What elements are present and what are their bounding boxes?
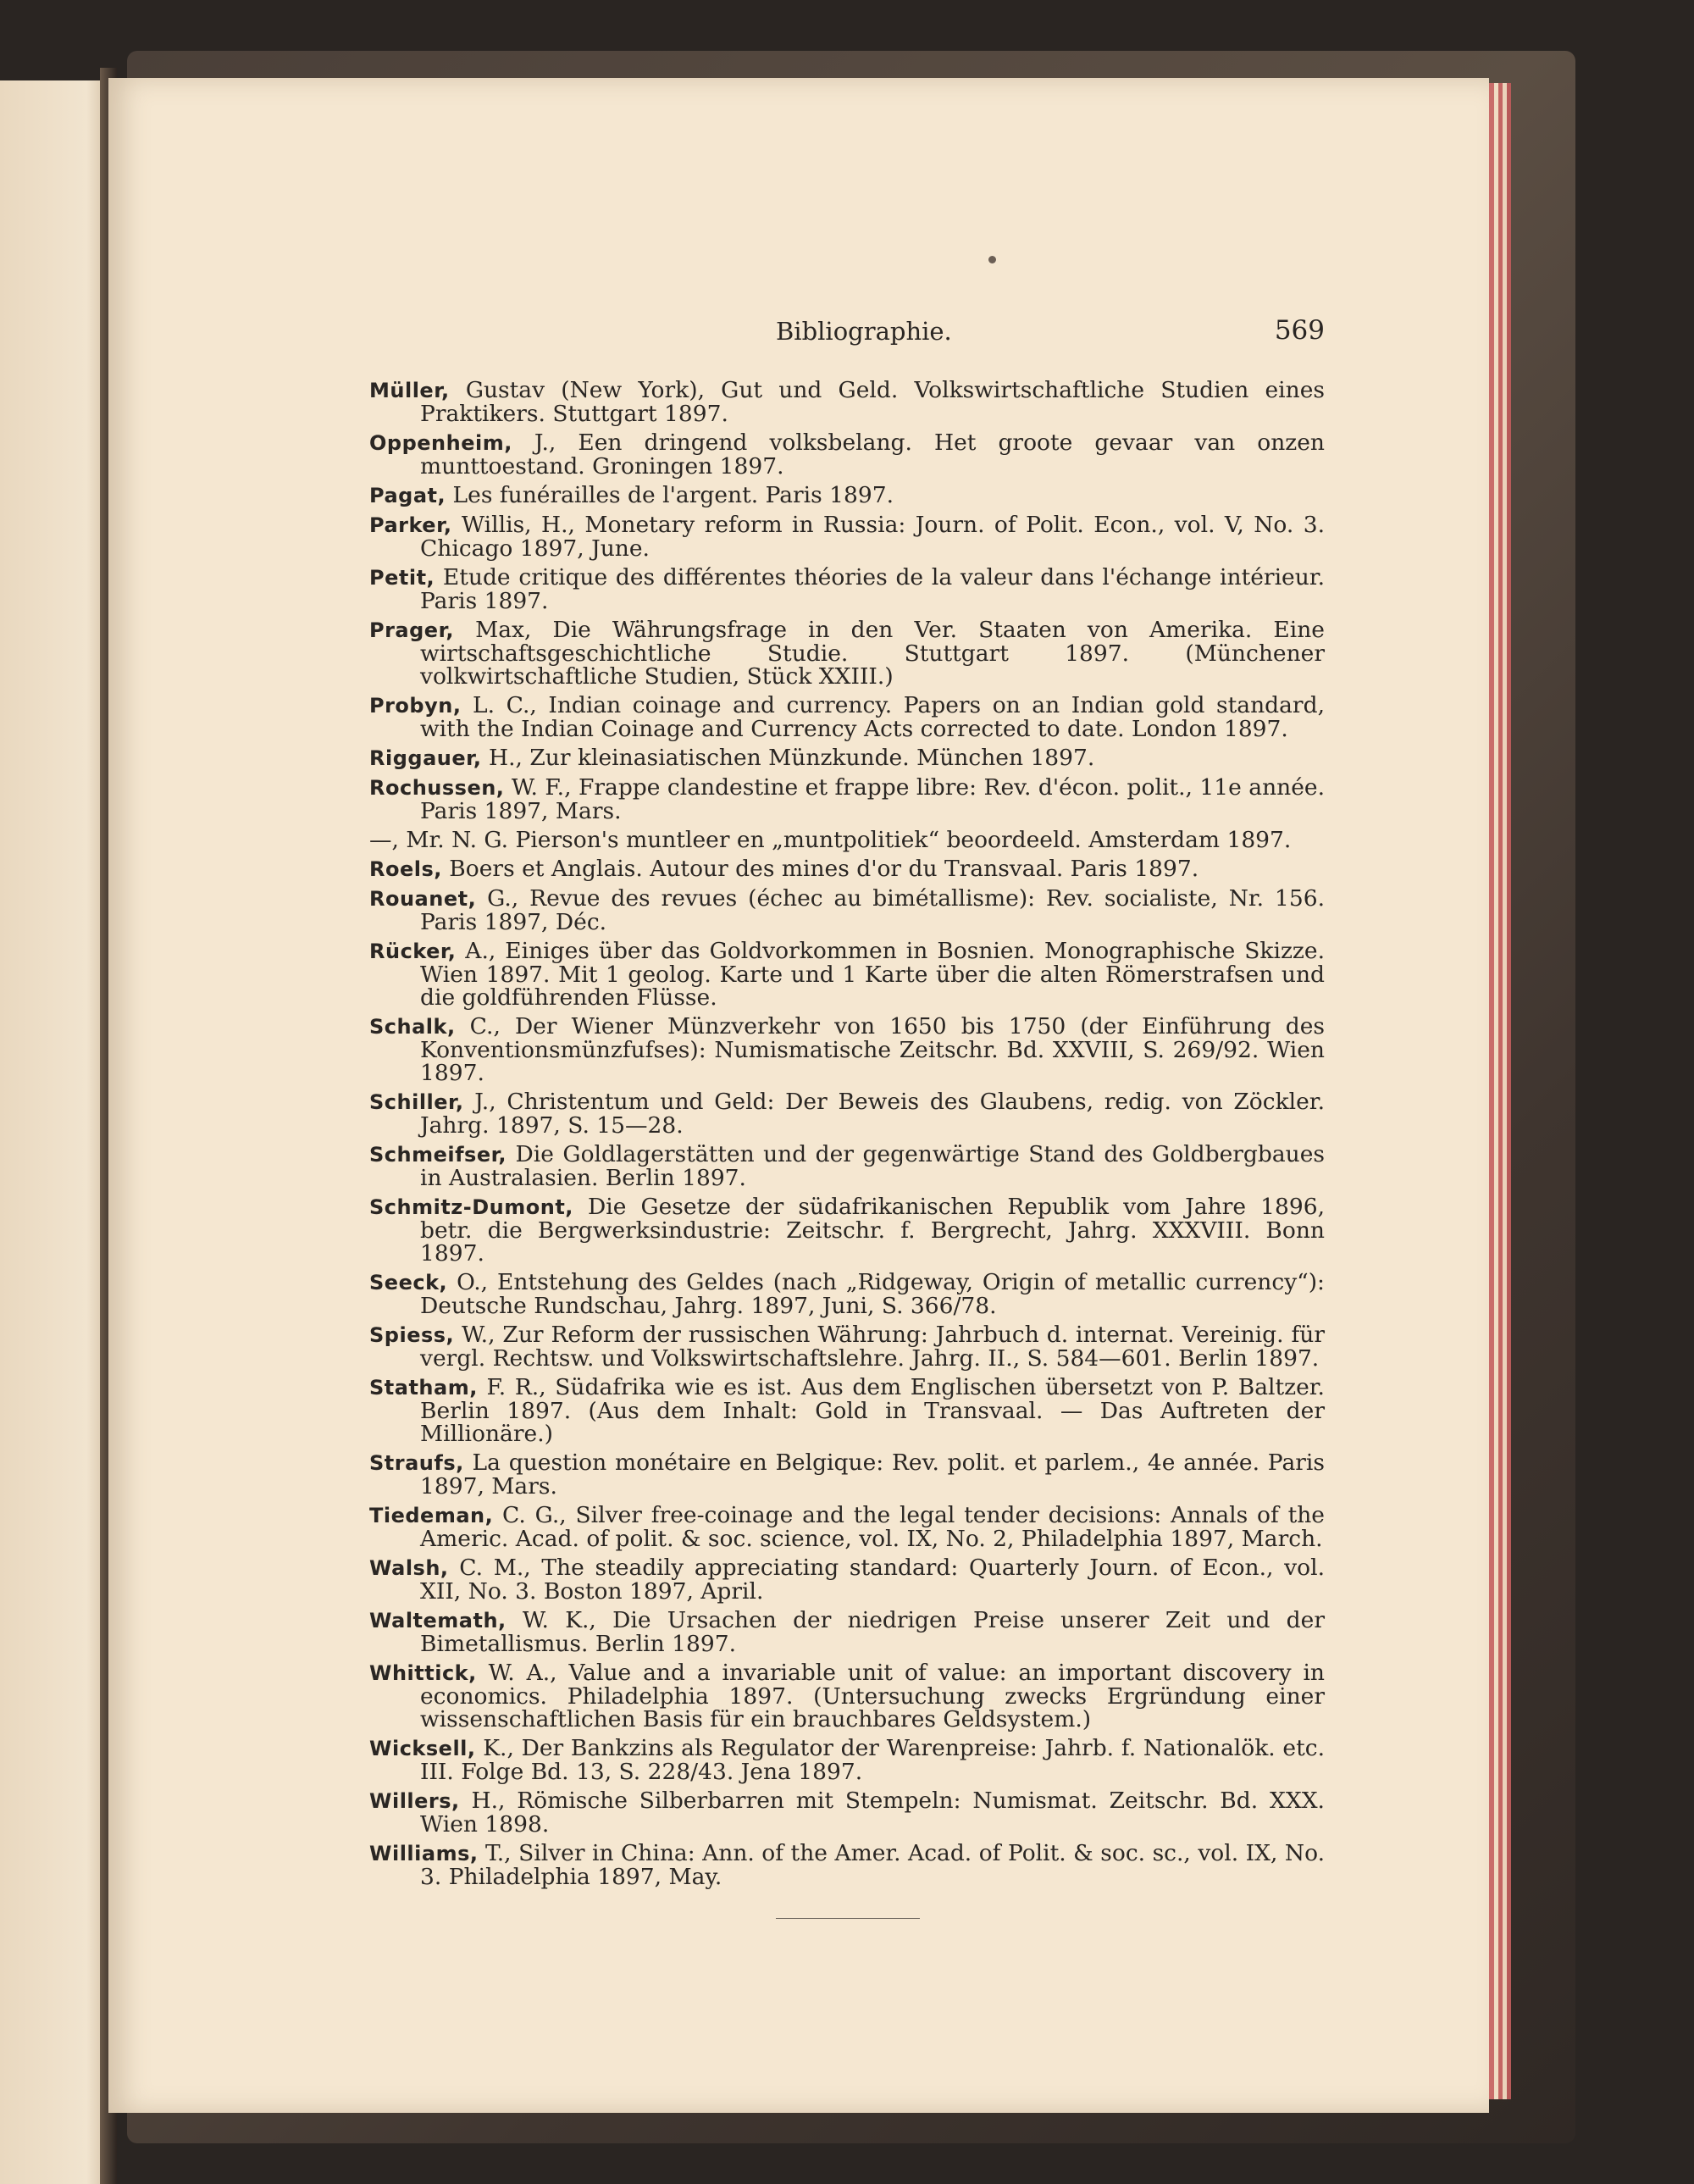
entry-author: Pagat, (369, 484, 446, 507)
entry-text: Gustav (New York), Gut und Geld. Volkswirtschaftliche Studien eines Praktikers. Stuttgart 1897. (420, 377, 1325, 427)
entry-text: T., Silver in China: Ann. of the Amer. Acad. of Polit. & soc. sc., vol. IX, No. 3. Philadelphia 1897, May. (420, 1840, 1325, 1890)
bibliography-entry (369, 1143, 1325, 1189)
entry-author: Müller, (369, 379, 450, 402)
bibliography-entry (369, 379, 1325, 425)
left-page-edge (0, 80, 108, 2184)
running-head (369, 317, 1325, 351)
entry-author: Schmitz-Dumont, (369, 1195, 573, 1219)
bibliography-entry (369, 566, 1325, 613)
page-number: 569 (1274, 315, 1325, 346)
entry-text: O., Entstehung des Geldes (nach „Ridgeway, Origin of metallic currency“): Deutsche Rundschau, Jahrg. 1897, Juni, S. 366/78. (420, 1269, 1325, 1319)
entry-text: La question monétaire en Belgique: Rev. polit. et parlem., 4e année. Paris 1897, Mars. (420, 1450, 1325, 1499)
bibliography-entry (369, 1195, 1325, 1265)
bibliography-entry (369, 1504, 1325, 1550)
entry-author: Riggauer, (369, 746, 482, 770)
page-speck (988, 256, 996, 263)
entry-author: Prager, (369, 618, 455, 642)
entry-text: C. G., Silver free-coinage and the legal tender decisions: Annals of the Americ. Acad. of polit. & soc. science, vol. IX, No. 2, Philadelphia 1897, March. (420, 1502, 1325, 1552)
entry-author: Walsh, (369, 1556, 449, 1580)
bibliography-entry (369, 887, 1325, 934)
entry-text: —, Mr. N. G. Pierson's muntleer en „muntpolitiek“ beoordeeld. Amsterdam 1897. (369, 827, 1292, 853)
entry-text: G., Revue des revues (échec au bimétallisme): Rev. socialiste, Nr. 156. Paris 1897, Déc. (420, 885, 1325, 935)
end-rule (776, 1918, 920, 1919)
entry-text: W. A., Value and a invariable unit of value: an important discovery in economics. Philadelphia 1897. (Untersuchung zwecks Ergründung einer wissenschaftlichen Basis für ein brauchbares Geldsystem.) (420, 1660, 1325, 1732)
entry-author: Oppenheim, (369, 431, 512, 455)
entry-text: Die Goldlagerstätten und der gegenwärtige Stand des Goldbergbaues in Australasien. Berlin 1897. (420, 1141, 1325, 1191)
entry-text: Etude critique des différentes théories de la valeur dans l'échange intérieur. Paris 1897. (420, 564, 1325, 614)
entry-author: Williams, (369, 1842, 479, 1865)
entry-text: Boers et Anglais. Autour des mines d'or du Transvaal. Paris 1897. (441, 856, 1199, 882)
bibliography-entry (369, 746, 1325, 770)
bibliography-entry (369, 484, 1325, 507)
bibliography-entry (369, 1737, 1325, 1783)
entry-author: Petit, (369, 566, 435, 590)
bibliography-entry (369, 618, 1325, 688)
entry-author: Statham, (369, 1376, 478, 1400)
entry-author: Seeck, (369, 1271, 448, 1294)
bibliography-entry (369, 1661, 1325, 1731)
entry-text: J., Christentum und Geld: Der Beweis des Glaubens, redig. von Zöckler. Jahrg. 1897, S. 15—28. (420, 1089, 1325, 1139)
entry-text: H., Römische Silberbarren mit Stempeln: Numismat. Zeitschr. Bd. XXX. Wien 1898. (420, 1788, 1325, 1838)
entry-text: Willis, H., Monetary reform in Russia: Journ. of Polit. Econ., vol. V, No. 3. Chicago 1897, June. (420, 512, 1325, 562)
bibliography-entry (369, 513, 1325, 560)
entry-text: W. F., Frappe clandestine et frappe libre: Rev. d'écon. polit., 11e année. Paris 1897, Mars. (420, 774, 1325, 824)
bibliography-entry (369, 1090, 1325, 1137)
entry-text: Die Gesetze der südafrikanischen Republik vom Jahre 1896, betr. die Bergwerksindustrie: Zeitschr. f. Bergrecht, Jahrg. XXXVIII. Bonn 1897. (420, 1194, 1325, 1267)
entry-author: Schiller, (369, 1090, 464, 1114)
entry-text: W. K., Die Ursachen der niedrigen Preise unserer Zeit und der Bimetallismus. Berlin 1897. (420, 1607, 1325, 1657)
bibliography-entry (369, 1789, 1325, 1836)
bibliography-entry (369, 1609, 1325, 1655)
bibliography-entry (369, 1556, 1325, 1603)
page-edge-red (1507, 83, 1511, 2099)
entry-author: Whittick, (369, 1661, 477, 1685)
entry-text: J., Een dringend volksbelang. Het groote gevaar van onzen munttoestand. Groningen 1897. (420, 430, 1325, 479)
entry-author: Schmeifser, (369, 1143, 507, 1167)
entry-author: Schalk, (369, 1015, 456, 1039)
entry-author: Spiess, (369, 1323, 455, 1347)
entry-text: A., Einiges über das Goldvorkommen in Bosnien. Monographische Skizze. Wien 1897. Mit 1 geolog. Karte und 1 Karte über die alten Römerstrafsen und die goldführenden Flüsse. (420, 938, 1325, 1011)
entry-author: Roels, (369, 857, 442, 881)
bibliography-entry (369, 776, 1325, 823)
entry-text: C., Der Wiener Münzverkehr von 1650 bis 1750 (der Einführung des Konventionsmünzfufses): Numismatische Zeitschr. Bd. XXVIII, S. 269/92. Wien 1897. (420, 1013, 1325, 1086)
entry-text: K., Der Bankzins als Regulator der Warenpreise: Jahrb. f. Nationalök. etc. III. Folge Bd. 13, S. 228/43. Jena 1897. (420, 1735, 1325, 1785)
bibliography-entry (369, 1376, 1325, 1445)
entry-text: W., Zur Reform der russischen Währung: Jahrbuch d. internat. Vereinig. für vergl. Rechtsw. und Volkswirtschaftslehre. Jahrg. II., S. 584—601. Berlin 1897. (420, 1322, 1325, 1372)
running-head-title: Bibliographie. (776, 317, 952, 346)
bibliography-entry (369, 829, 1325, 851)
bibliography-entry (369, 857, 1325, 881)
entry-author: Rouanet, (369, 887, 477, 911)
entry-text: Max, Die Währungsfrage in den Ver. Staaten von Amerika. Eine wirtschaftsgeschichtliche Studie. Stuttgart 1897. (Münchener volkwirtschaftliche Studien, Stück XXIII.) (420, 617, 1325, 690)
entry-author: Parker, (369, 513, 452, 537)
entry-text: F. R., Südafrika wie es ist. Aus dem Englischen übersetzt von P. Baltzer. Berlin 1897. (Aus dem Inhalt: Gold in Transvaal. — Das Auftreten der Millionäre.) (420, 1374, 1325, 1447)
entry-author: Probyn, (369, 694, 462, 718)
entry-author: Waltemath, (369, 1609, 507, 1632)
entry-text: H., Zur kleinasiatischen Münzkunde. München 1897. (481, 745, 1095, 771)
bibliography-entry (369, 1451, 1325, 1498)
entry-author: Willers, (369, 1789, 460, 1813)
entry-author: Rücker, (369, 940, 457, 963)
bibliography-entry (369, 1842, 1325, 1888)
entry-author: Straufs, (369, 1451, 464, 1475)
entry-author: Wicksell, (369, 1737, 476, 1760)
entry-author: Tiedeman, (369, 1504, 494, 1527)
book-page (108, 78, 1489, 2113)
bibliography-entry (369, 431, 1325, 478)
bibliography-entry (369, 940, 1325, 1009)
bibliography-entry (369, 1271, 1325, 1317)
bibliography-entry (369, 1015, 1325, 1084)
bibliography-entry (369, 694, 1325, 740)
bibliography-list (369, 379, 1325, 1894)
entry-text: L. C., Indian coinage and currency. Papers on an Indian gold standard, with the Indian Coinage and Currency Acts corrected to date. London 1897. (420, 692, 1325, 742)
entry-text: Les funérailles de l'argent. Paris 1897. (446, 482, 894, 508)
bibliography-entry (369, 1323, 1325, 1370)
entry-author: Rochussen, (369, 776, 505, 800)
entry-text: C. M., The steadily appreciating standard: Quarterly Journ. of Econ., vol. XII, No. 3. Boston 1897, April. (420, 1555, 1325, 1605)
